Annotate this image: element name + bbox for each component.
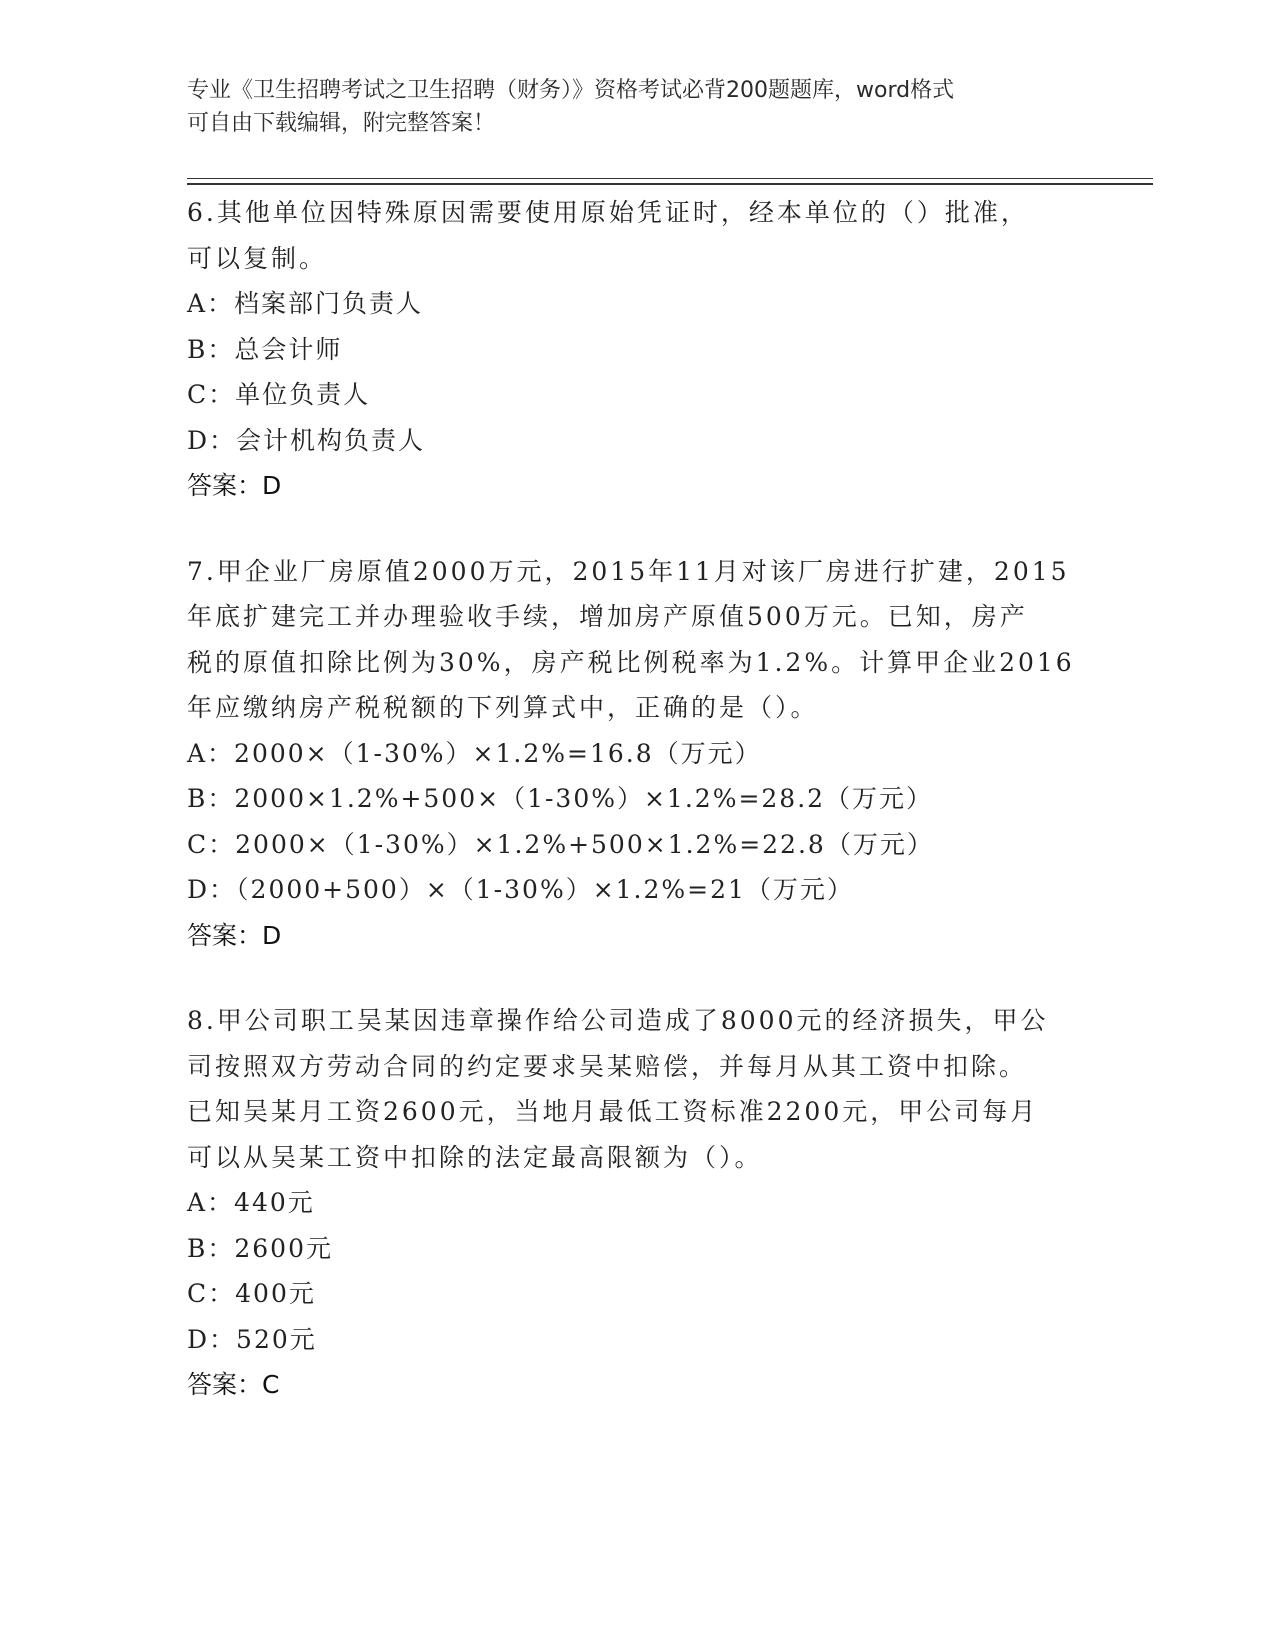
option-c: C：单位负责人	[187, 380, 371, 409]
question-text-line: 8.甲公司职工吴某因违章操作给公司造成了8000元的经济损失，甲公	[187, 1006, 1049, 1035]
question-8	[187, 998, 1087, 1408]
option-a: A：档案部门负责人	[187, 289, 424, 318]
option-c: C：400元	[187, 1279, 316, 1308]
option-d: D：（2000+500）×（1-30%）×1.2%=21（万元）	[187, 875, 854, 904]
question-list	[187, 190, 1087, 1448]
header-line: 可自由下载编辑，附完整答案！	[187, 111, 496, 136]
option-a: A：2000×（1-30%）×1.2%=16.8（万元）	[187, 738, 762, 768]
question-text-line: 7.甲企业厂房原值2000万元，2015年11月对该厂房进行扩建，2015	[187, 556, 1070, 586]
header-divider-thick	[187, 183, 1153, 185]
question-text-line: 年底扩建完工并办理验收手续，增加房产原值500万元。已知，房产	[187, 602, 1028, 631]
answer-line: 答案：D	[187, 920, 282, 950]
answer-line: 答案：C	[187, 1370, 280, 1399]
question-text-line: 已知吴某月工资2600元，当地月最低工资标准2200元，甲公司每月	[187, 1097, 1039, 1126]
question-text-line: 年应缴纳房产税税额的下列算式中，正确的是（）。	[187, 693, 819, 722]
option-c: C：2000×（1-30%）×1.2%+500×1.2%=22.8（万元）	[187, 829, 934, 859]
option-a: A：440元	[187, 1188, 315, 1217]
option-d: D：520元	[187, 1324, 317, 1354]
question-6	[187, 190, 1087, 509]
option-d: D：会计机构负责人	[187, 425, 426, 455]
question-text-line: 税的原值扣除比例为30%，房产税比例税率为1.2%。计算甲企业2016	[187, 647, 1075, 677]
header-line: 专业《卫生招聘考试之卫生招聘（财务）》资格考试必背200题题库，word格式	[187, 78, 955, 103]
document-header	[187, 74, 1067, 140]
option-b: B：总会计师	[187, 334, 343, 364]
answer-line: 答案：D	[187, 471, 282, 500]
header-divider-thin	[187, 178, 1153, 179]
question-text-line: 可以从吴某工资中扣除的法定最高限额为（）。	[187, 1142, 763, 1172]
question-text-line: 可以复制。	[187, 243, 328, 273]
question-text-line: 6.其他单位因特殊原因需要使用原始凭证时，经本单位的（）批准，	[187, 198, 1029, 227]
question-7	[187, 549, 1087, 959]
option-b: B：2600元	[187, 1233, 333, 1263]
option-b: B：2000×1.2%+500×（1-30%）×1.2%=28.2（万元）	[187, 784, 934, 813]
question-text-line: 司按照双方劳动合同的约定要求吴某赔偿，并每月从其工资中扣除。	[187, 1051, 1028, 1081]
